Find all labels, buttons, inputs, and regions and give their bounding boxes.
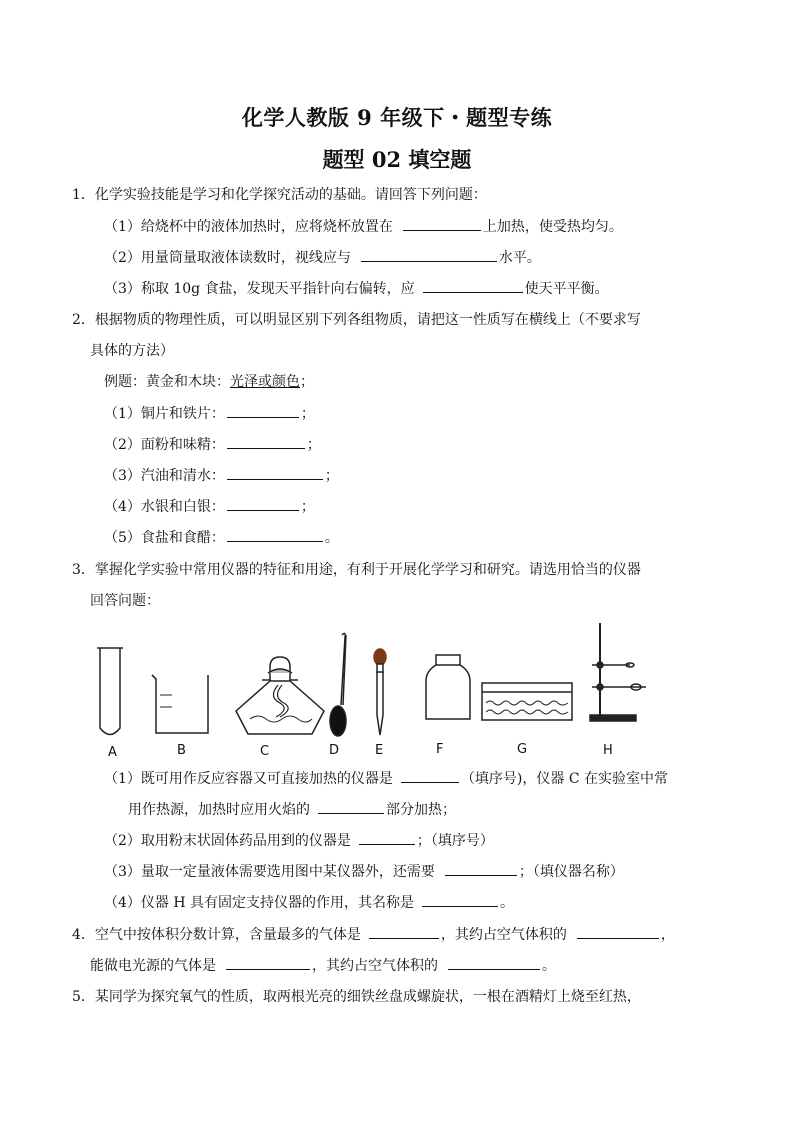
answer-blank[interactable] [361, 247, 497, 262]
answer-blank[interactable] [401, 768, 459, 783]
page-subtitle: 题型 02 填空题 [322, 147, 472, 172]
answer-blank[interactable] [227, 434, 305, 449]
lab-apparatus-figure [90, 615, 690, 765]
dropper-icon [374, 649, 386, 735]
answer-blank[interactable] [422, 892, 498, 907]
medicine-spoon-icon [330, 633, 346, 736]
answer-blank[interactable] [577, 924, 659, 939]
answer-blank[interactable] [448, 955, 540, 970]
q3-part1-cont: 用作热源，加热时应用火焰的 部分加热； [128, 799, 456, 820]
answer-blank[interactable] [318, 799, 384, 814]
answer-blank[interactable] [445, 861, 517, 876]
q1-part2: （2）用量筒量取液体读数时，视线应与 水平。 [104, 247, 541, 268]
label-g: G [517, 742, 528, 757]
alcohol-lamp-icon [236, 657, 324, 734]
q1-part3: （3）称取 10g 食盐，发现天平指针向右偏转，应 使天平平衡。 [104, 278, 609, 299]
q2-item: （4）水银和白银： ； [104, 496, 315, 517]
answer-blank[interactable] [227, 496, 299, 511]
q4-line1: 4．空气中按体积分数计算，含量最多的气体是 ，其约占空气体积的 ， [72, 924, 675, 945]
q3-part2: （2）取用粉末状固体药品用到的仪器是 ；（填序号） [104, 830, 494, 851]
answer-blank[interactable] [227, 465, 323, 480]
reagent-bottle-icon [426, 655, 470, 719]
answer-blank[interactable] [359, 830, 415, 845]
answer-blank[interactable] [403, 216, 481, 231]
label-b: B [177, 743, 186, 758]
q2-example: 例题：黄金和木块：光泽或颜色； [104, 374, 314, 390]
q1-part1: （1）给烧杯中的液体加热时，应将烧杯放置在 上加热，使受热均匀。 [104, 216, 623, 237]
q2-item: （5）食盐和食醋： 。 [104, 527, 339, 548]
label-a: A [108, 745, 117, 760]
q2-stem-cont: 具体的方法） [90, 343, 174, 359]
label-c: C [260, 744, 270, 759]
label-h: H [603, 743, 613, 758]
q2-item: （1）铜片和铁片： ； [104, 403, 315, 424]
label-f: F [436, 742, 444, 757]
q3-part3: （3）量取一定量液体需要选用图中某仪器外，还需要 ；（填仪器名称） [104, 861, 624, 882]
q2-stem: 2．根据物质的物理性质，可以明显区别下列各组物质，请把这一性质写在横线上（不要求写 [72, 312, 641, 328]
q3-part4: （4）仪器 H 具有固定支持仪器的作用，其名称是 。 [104, 892, 514, 913]
q1-stem: 1．化学实验技能是学习和化学探究活动的基础。请回答下列问题： [72, 187, 487, 203]
answer-blank[interactable] [227, 527, 323, 542]
q3-stem-cont: 回答问题： [90, 593, 160, 609]
iron-stand-icon [590, 623, 646, 721]
water-trough-icon [482, 683, 572, 720]
answer-blank[interactable] [226, 955, 310, 970]
page-title: 化学人教版 9 年级下・题型专练 [241, 105, 553, 130]
label-e: E [375, 743, 384, 758]
label-d: D [329, 743, 340, 758]
q3-part1: （1）既可用作反应容器又可直接加热的仪器是 （填序号)，仪器 C 在实验室中常 [104, 768, 668, 789]
q2-item: （3）汽油和清水： ； [104, 465, 339, 486]
beaker-icon [152, 675, 208, 733]
q2-item: （2）面粉和味精： ； [104, 434, 321, 455]
q3-stem: 3．掌握化学实验中常用仪器的特征和用途，有利于开展化学学习和研究。请选用恰当的仪器 [72, 562, 641, 578]
answer-blank[interactable] [423, 278, 523, 293]
q5-line1: 5．某同学为探究氧气的性质，取两根光亮的细铁丝盘成螺旋状，一根在酒精灯上烧至红热， [72, 989, 641, 1005]
answer-blank[interactable] [227, 403, 299, 418]
answer-blank[interactable] [369, 924, 439, 939]
test-tube-icon [97, 648, 123, 735]
q4-line2: 能做电光源的气体是 ，其约占空气体积的 。 [90, 955, 556, 976]
